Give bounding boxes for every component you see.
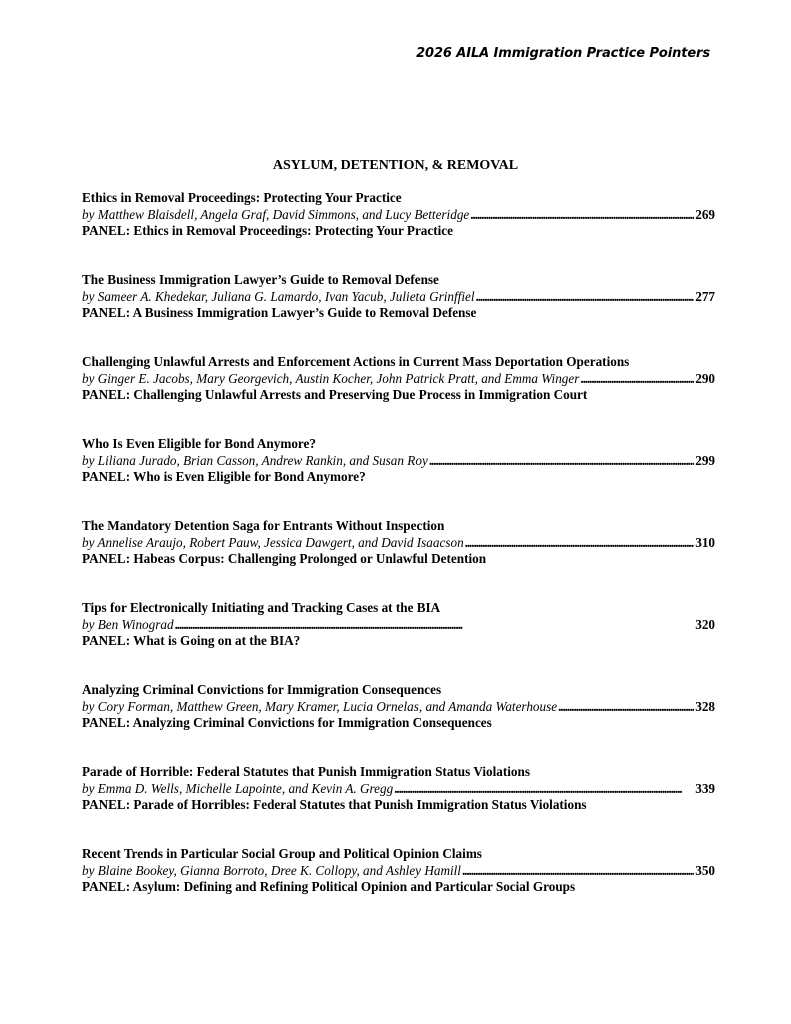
entry-authors: by Liliana Jurado, Brian Casson, Andrew Rankin, and Susan Roy <box>82 452 428 468</box>
entry-title: Analyzing Criminal Convictions for Immigration Consequences <box>82 682 442 697</box>
entry-title: Recent Trends in Particular Social Group and Political Opinion Claims <box>82 846 482 861</box>
entry-authors: by Matthew Blaisdell, Angela Graf, David Simmons, and Lucy Betteridge <box>82 206 470 222</box>
entry-panel: PANEL: Parade of Horribles: Federal Statutes that Punish Immigration Status Violations <box>82 797 587 812</box>
section-title: ASYLUM, DETENTION, & REMOVAL <box>272 158 519 173</box>
entry-page-number: 339 <box>695 780 715 796</box>
entry-authors: by Blaine Bookey, Gianna Borroto, Dree K. Collopy, and Ashley Hamill <box>82 862 461 878</box>
running-header: 2026 AILA Immigration Practice Pointers <box>416 46 710 61</box>
dot-leader <box>175 617 695 634</box>
entry-page-number: 277 <box>695 288 715 304</box>
toc-entry <box>82 272 715 354</box>
toc-entry <box>82 354 715 436</box>
entry-panel: PANEL: Asylum: Defining and Refining Political Opinion and Particular Social Groups <box>82 879 576 894</box>
entry-page-number: 350 <box>695 862 715 878</box>
entry-title: Parade of Horrible: Federal Statutes that Punish Immigration Status Violations <box>82 764 530 779</box>
entry-panel: PANEL: Ethics in Removal Proceedings: Protecting Your Practice <box>82 223 454 238</box>
entry-byline <box>82 535 715 552</box>
toc-entry <box>82 764 715 846</box>
entry-authors: by Emma D. Wells, Michelle Lapointe, and Kevin A. Gregg <box>82 780 394 796</box>
entry-panel: PANEL: Who is Even Eligible for Bond Anymore? <box>82 469 366 484</box>
entry-byline <box>82 699 715 716</box>
entry-panel: PANEL: Analyzing Criminal Convictions for Immigration Consequences <box>82 715 492 730</box>
entry-page-number: 299 <box>695 452 715 468</box>
entry-authors: by Cory Forman, Matthew Green, Mary Kramer, Lucia Ornelas, and Amanda Waterhouse <box>82 698 558 714</box>
entry-title: Tips for Electronically Initiating and Tracking Cases at the BIA <box>82 600 441 615</box>
dot-leader <box>470 207 694 224</box>
entry-page-number: 269 <box>695 206 715 222</box>
dot-leader <box>580 371 694 388</box>
toc-entry <box>82 682 715 764</box>
entry-page-number: 310 <box>695 534 715 550</box>
entry-byline <box>82 617 715 634</box>
toc-entries <box>82 190 715 928</box>
entry-authors: by Ginger E. Jacobs, Mary Georgevich, Austin Kocher, John Patrick Pratt, and Emma Winger <box>82 370 580 386</box>
dot-leader <box>429 453 694 470</box>
entry-title: Who Is Even Eligible for Bond Anymore? <box>82 436 316 451</box>
entry-panel: PANEL: What is Going on at the BIA? <box>82 633 301 648</box>
toc-entry <box>82 846 715 928</box>
entry-title: Challenging Unlawful Arrests and Enforcement Actions in Current Mass Deportation Operations <box>82 354 630 369</box>
entry-page-number: 328 <box>695 698 715 714</box>
entry-byline <box>82 863 715 880</box>
toc-entry <box>82 436 715 518</box>
dot-leader <box>558 699 694 716</box>
toc-entry <box>82 190 715 272</box>
dot-leader <box>465 535 695 552</box>
entry-panel: PANEL: Habeas Corpus: Challenging Prolonged or Unlawful Detention <box>82 551 487 566</box>
entry-byline <box>82 781 715 798</box>
toc-entry <box>82 600 715 682</box>
dot-leader <box>394 781 694 798</box>
entry-title: The Mandatory Detention Saga for Entrants Without Inspection <box>82 518 445 533</box>
entry-authors: by Annelise Araujo, Robert Pauw, Jessica Dawgert, and David Isaacson <box>82 534 464 550</box>
entry-panel: PANEL: A Business Immigration Lawyer’s Guide to Removal Defense <box>82 305 477 320</box>
entry-authors: by Sameer A. Khedekar, Juliana G. Lamardo, Ivan Yacub, Julieta Grinffiel <box>82 288 475 304</box>
entry-panel: PANEL: Challenging Unlawful Arrests and Preserving Due Process in Immigration Court <box>82 387 588 402</box>
entry-title: The Business Immigration Lawyer’s Guide to Removal Defense <box>82 272 439 287</box>
entry-byline <box>82 371 715 388</box>
entry-byline <box>82 289 715 306</box>
entry-title: Ethics in Removal Proceedings: Protecting Your Practice <box>82 190 402 205</box>
entry-authors: by Ben Winograd <box>82 616 174 632</box>
entry-byline <box>82 207 715 224</box>
toc-entry <box>82 518 715 600</box>
entry-page-number: 320 <box>695 616 715 632</box>
entry-byline <box>82 453 715 470</box>
entry-page-number: 290 <box>695 370 715 386</box>
dot-leader <box>476 289 695 306</box>
dot-leader <box>462 863 694 880</box>
